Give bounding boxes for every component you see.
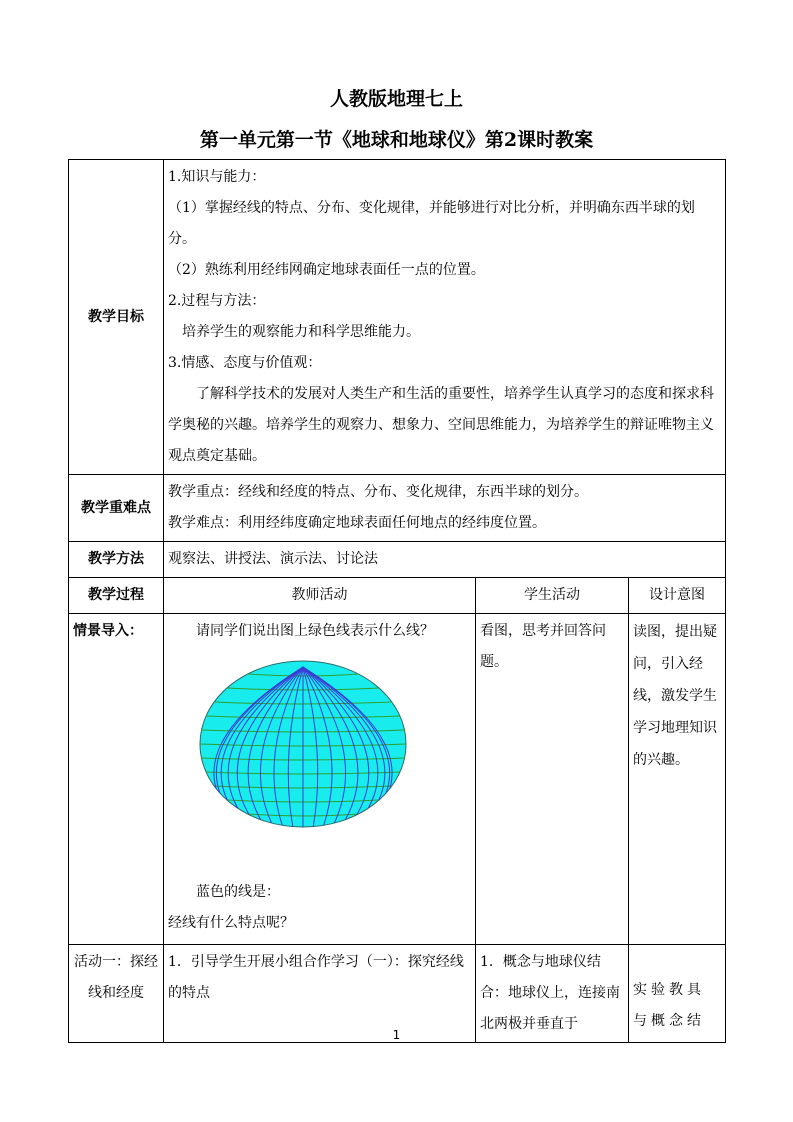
keypoints-p1: 教学重点：经线和经度的特点、分布、变化规律，东西半球的划分。 bbox=[168, 484, 588, 500]
intro-teacher bbox=[164, 614, 476, 945]
lesson-plan-table bbox=[68, 159, 726, 1043]
document-subtitle: 第一单元第一节《地球和地球仪》第2课时教案 bbox=[199, 129, 594, 151]
methods-label: 教学方法 bbox=[69, 542, 164, 578]
methods-content: 观察法、讲授法、演示法、讨论法 bbox=[164, 542, 726, 578]
objectives-label: 教学目标 bbox=[69, 160, 164, 475]
activity1-student: 1．概念与地球仪结合：地球仪上，连接南北两极并垂直于 bbox=[476, 945, 629, 1043]
process-header-c3: 学生活动 bbox=[476, 578, 629, 614]
objectives-p1: 1.知识与能力： bbox=[168, 169, 266, 185]
keypoints-p2: 教学难点：利用经纬度确定地球表面任何地点的经纬度位置。 bbox=[168, 515, 546, 531]
keypoints-content bbox=[164, 475, 726, 542]
intro-teacher-after2: 经线有什么特点呢？ bbox=[168, 915, 294, 931]
intro-student: 看图，思考并回答问题。 bbox=[476, 614, 629, 945]
objectives-row bbox=[69, 160, 726, 475]
intro-row bbox=[69, 614, 726, 945]
objectives-p7: 了解科学技术的发展对人类生产和生活的重要性，培养学生认真学习的态度和探求科学奥秘的兴趣。培养学生的观察力、想象力、空间思维能力，为培养学生的辩证唯物主义观点奠定基础。 bbox=[168, 386, 714, 464]
intro-teacher-after1: 蓝色的线是： bbox=[196, 884, 280, 900]
keypoints-label: 教学重难点 bbox=[69, 475, 164, 542]
objectives-p5: 培养学生的观察能力和科学思维能力。 bbox=[182, 324, 420, 340]
intro-label: 情景导入： bbox=[69, 614, 164, 945]
keypoints-row bbox=[69, 475, 726, 542]
process-header-c2: 教师活动 bbox=[164, 578, 476, 614]
activity1-design: 实验教具与概念结 bbox=[629, 945, 726, 1043]
process-header-c4: 设计意图 bbox=[629, 578, 726, 614]
methods-row bbox=[69, 542, 726, 578]
objectives-content bbox=[164, 160, 726, 475]
intro-design: 读图，提出疑问，引入经线，激发学生学习地理知识的兴趣。 bbox=[629, 614, 726, 945]
globe-illustration bbox=[198, 659, 408, 829]
process-header-c1: 教学过程 bbox=[69, 578, 164, 614]
objectives-p4: 2.过程与方法： bbox=[168, 293, 266, 309]
document-title: 人教版地理七上 bbox=[329, 88, 463, 110]
objectives-p2: （1）掌握经线的特点、分布、变化规律，并能够进行对比分析，并明确东西半球的划分。 bbox=[168, 200, 695, 247]
globe-figure bbox=[168, 647, 471, 877]
intro-teacher-question: 请同学们说出图上绿色线表示什么线？ bbox=[196, 623, 434, 639]
page-number: 1 bbox=[392, 1028, 401, 1042]
process-header-row bbox=[69, 578, 726, 614]
activity1-teacher: 1．引导学生开展小组合作学习（一）：探究经线的特点 bbox=[164, 945, 476, 1043]
objectives-p6: 3.情感、态度与价值观： bbox=[168, 355, 322, 371]
objectives-p3: （2）熟练利用经纬网确定地球表面任一点的位置。 bbox=[168, 262, 485, 278]
activity1-label: 活动一：探经线和经度 bbox=[69, 945, 164, 1043]
